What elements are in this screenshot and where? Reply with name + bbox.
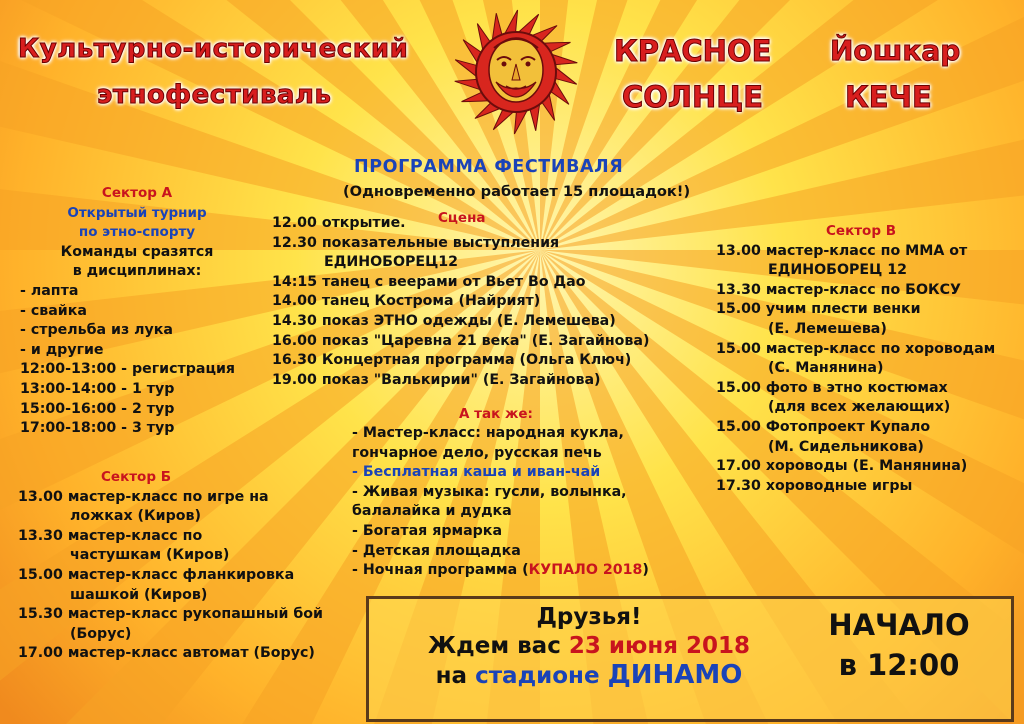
sector-a-sub2: по этно-спорту (78, 224, 196, 241)
program-title: ПРОГРАММА ФЕСТИВАЛЯ (354, 157, 624, 177)
sector-v-item: 15.00 учим плести венки (716, 301, 921, 318)
sector-v-item: (Е. Лемешева) (768, 320, 887, 337)
also-item: - Живая музыка: гусли, волынка, (352, 483, 627, 500)
sector-v-item: 15.00 фото в этно костюмах (716, 379, 948, 396)
sector-b-item: 13.00 мастер-класс по игре на (18, 488, 269, 505)
program-subtitle: (Одновременно работает 15 площадок!) (343, 183, 691, 200)
stage-item: 12.00 открытие. (272, 215, 406, 231)
sector-v-item: 17.00 хороводы (Е. Манянина) (716, 458, 968, 475)
sector-a-item: 13:00-14:00 - 1 тур (20, 380, 175, 397)
festival-name-1: КРАСНОЕ (614, 34, 772, 68)
sector-b-item: 15.00 мастер-класс фланкировка (18, 566, 295, 583)
sector-b-title: Сектор Б (101, 469, 171, 485)
stage-item: 19.00 показ "Валькирии" (Е. Загайнова) (272, 371, 601, 388)
sector-b-item: ложках (Киров) (70, 508, 201, 525)
city-name-2: КЕЧЕ (845, 80, 932, 114)
sector-v-item: 17.30 хороводные игры (716, 477, 913, 494)
sector-a-title: Сектор А (101, 185, 173, 201)
also-item (352, 561, 649, 581)
sector-a-item: - стрельба из лука (20, 322, 173, 339)
also-item: гончарное дело, русская печь (352, 444, 602, 461)
sector-v-item: 13.30 мастер-класс по БОКСУ (716, 281, 961, 298)
sector-b-item: частушкам (Киров) (70, 547, 230, 564)
stage-item: 16.30 Концертная программа (Ольга Ключ) (272, 352, 632, 369)
kupalo-text: КУПАЛО 2018 (528, 562, 643, 579)
sector-v-item: 15.00 мастер-класс по хороводам (716, 340, 996, 357)
night-program-text: - Ночная программа ( (352, 562, 529, 579)
banner-dinamo: ДИНАМО (607, 660, 743, 690)
also-item: - Бесплатная каша и иван-чай (352, 464, 601, 481)
also-item: - Детская площадка (352, 542, 521, 559)
sector-v-item: ЕДИНОБОРЕЦ 12 (768, 262, 907, 279)
banner-wait-text: Ждем вас (427, 633, 569, 659)
sector-a-item: 15:00-16:00 - 2 тур (20, 400, 175, 417)
stage-item: 14.30 показ ЭТНО одежды (Е. Лемешева) (272, 312, 616, 329)
sector-b-item: 13.30 мастер-класс по (18, 527, 203, 544)
sector-b-item: шашкой (Киров) (70, 586, 208, 603)
city-name-1: Йошкар (830, 34, 961, 67)
sector-v (716, 222, 1006, 496)
banner-at-text: на (435, 663, 476, 689)
festival-title-left-2: этнофестиваль (97, 80, 332, 110)
sun-face-logo (452, 8, 580, 136)
sector-a-sub1: Открытый турнир (67, 204, 207, 221)
sector-v-item: (С. Манянина) (768, 360, 884, 377)
sector-a-item: 17:00-18:00 - 3 тур (20, 420, 175, 437)
sector-a (20, 184, 254, 439)
banner-line-1: Друзья! (536, 604, 642, 630)
stage-item: 16.00 показ "Царевна 21 века" (Е. Загайнова) (272, 332, 650, 349)
banner-line-2 (379, 632, 799, 661)
sector-a-item: 12:00-13:00 - регистрация (20, 361, 236, 378)
paren-text: ) (642, 562, 649, 579)
banner-date: 23 июня 2018 (568, 633, 751, 659)
stage-label: Сцена (438, 210, 486, 226)
sector-v-title: Сектор В (826, 223, 896, 239)
sector-a-item: - лапта (20, 282, 79, 299)
sector-b (18, 468, 323, 664)
sector-v-item: (М. Сидельникова) (768, 438, 924, 455)
festival-name-2: СОЛНЦЕ (622, 80, 764, 114)
banner-line-3 (379, 661, 799, 691)
also-item: балалайка и дудка (352, 503, 512, 520)
sun-ray-icon (455, 60, 478, 78)
also-item: - Богатая ярмарка (352, 522, 503, 539)
sector-v-item: (для всех желающих) (768, 399, 951, 416)
also-label: А так же: (459, 406, 533, 422)
sector-a-item: - свайка (20, 302, 87, 319)
stage-item: 14:15 танец с веерами от Вьет Во Дао (272, 273, 586, 290)
stage-item: 14.00 танец Кострома (Найрият) (272, 293, 541, 310)
sector-v-item: 15.00 Фотопроект Купало (716, 418, 931, 435)
sector-b-item: 15.30 мастер-класс рукопашный бой (18, 606, 323, 623)
sector-b-item: 17.00 мастер-класс автомат (Борус) (18, 645, 315, 662)
stage-item: ЕДИНОБОРЕЦ12 (324, 254, 459, 271)
invitation-banner (366, 596, 1014, 722)
start-time: в 12:00 (838, 648, 960, 682)
stage-list (272, 214, 649, 390)
sun-ray-icon (554, 66, 577, 84)
festival-title-left-1: Культурно-исторический (18, 34, 409, 64)
banner-stadium: стадионе (475, 663, 608, 689)
sector-a-intro2: в дисциплинах: (72, 263, 202, 280)
also-item: - Мастер-класс: народная кукла, (352, 425, 624, 441)
also-list (352, 424, 649, 581)
stage-item: 12.30 показательные выступления (272, 234, 560, 251)
start-label: НАЧАЛО (828, 608, 970, 642)
sector-b-item: (Борус) (70, 625, 132, 642)
sector-v-item: 13.00 мастер-класс по ММА от (716, 242, 968, 259)
sector-a-item: - и другие (20, 341, 104, 358)
sector-a-intro1: Команды сразятся (60, 243, 214, 260)
